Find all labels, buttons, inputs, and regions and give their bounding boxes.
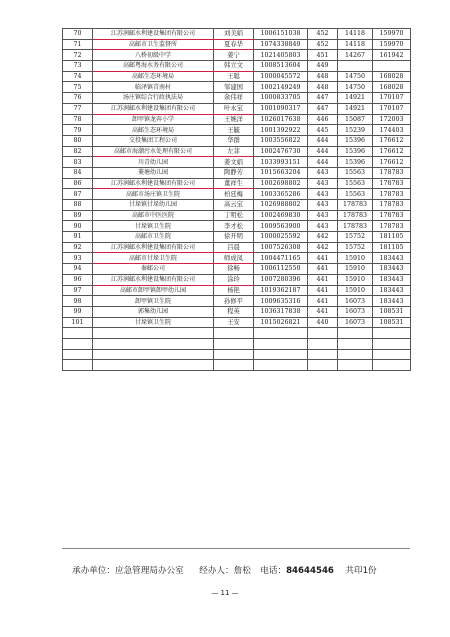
cell-unit-name: 高邮市卫生监督所 (93, 39, 214, 50)
cell-person-name: 王安 (214, 317, 254, 328)
table-row (63, 317, 411, 328)
cell-id-number: 1026988802 (254, 200, 308, 211)
cell-score: 448 (308, 82, 338, 93)
cell-rank: 178783 (338, 200, 373, 211)
cell-person-name: 夏春华 (214, 39, 254, 50)
table-row (63, 242, 411, 253)
cell-rank: 16073 (338, 317, 373, 328)
cell-score: 452 (308, 39, 338, 50)
cell-total: 108531 (373, 306, 411, 317)
cell-empty (63, 328, 93, 339)
cell-id-number: 1009635316 (254, 296, 308, 307)
cell-total: 170107 (373, 93, 411, 104)
cell-row-number: 97 (63, 285, 93, 296)
cell-person-name: 徐开明 (214, 232, 254, 243)
table-row (63, 125, 411, 136)
table-row (63, 39, 411, 50)
cell-person-name: 徐畅 (214, 264, 254, 275)
cell-rank: 15910 (338, 264, 373, 275)
cell-empty (93, 338, 214, 349)
cell-person-name: 吕晨 (214, 242, 254, 253)
cell-rank: 15239 (338, 125, 373, 136)
cell-unit-name: 甘垛镇卫生院 (93, 221, 214, 232)
cell-score: 443 (308, 210, 338, 221)
cell-score: 452 (308, 29, 338, 40)
cell-rank: 15087 (338, 114, 373, 125)
cell-person-name: 柏廷梅 (214, 189, 254, 200)
phone-value: 84644546 (286, 566, 334, 576)
cell-empty (63, 360, 93, 371)
cell-empty (373, 349, 411, 360)
table-row (63, 221, 411, 232)
page-number: — 11 — (211, 589, 239, 597)
cell-total: 159970 (373, 39, 411, 50)
handler-value: 詹松 (233, 566, 251, 576)
cell-row-number: 94 (63, 264, 93, 275)
table-row (63, 146, 411, 157)
cell-row-number: 80 (63, 135, 93, 146)
ranking-table-body (63, 29, 411, 371)
cell-id-number: 1000045572 (254, 71, 308, 82)
cell-total: 172003 (373, 114, 411, 125)
cell-person-name: 丁明松 (214, 210, 254, 221)
cell-id-number: 1003556822 (254, 135, 308, 146)
cell-person-name: 韩立文 (214, 61, 254, 72)
cell-person-name: 陶静芳 (214, 167, 254, 178)
cell-score: 443 (308, 200, 338, 211)
table-row (63, 135, 411, 146)
cell-id-number: 1026017638 (254, 114, 308, 125)
cell-id-number: 1033993151 (254, 157, 308, 168)
cell-id-number: 1036317838 (254, 306, 308, 317)
cell-empty (214, 360, 254, 371)
cell-row-number: 101 (63, 317, 93, 328)
cell-score: 440 (308, 317, 338, 328)
cell-empty (254, 360, 308, 371)
cell-id-number: 1007280396 (254, 274, 308, 285)
cell-row-number: 75 (63, 82, 93, 93)
cell-rank: 16073 (338, 296, 373, 307)
table-row (63, 232, 411, 243)
cell-score: 441 (308, 274, 338, 285)
cell-empty (338, 338, 373, 349)
cell-person-name: 叶永宝 (214, 103, 254, 114)
cell-score: 447 (308, 93, 338, 104)
cell-unit-name: 江苏润邮水利建设集团有限公司 (93, 242, 214, 253)
cell-score: 451 (308, 50, 338, 61)
cell-score: 444 (308, 157, 338, 168)
cell-unit-name: 高邮市汤庄镇卫生院 (93, 189, 214, 200)
cell-empty (308, 328, 338, 339)
table-row-empty (63, 338, 411, 349)
cell-id-number: 1000833705 (254, 93, 308, 104)
cell-empty (214, 349, 254, 360)
cell-empty (373, 360, 411, 371)
cell-rank: 15396 (338, 146, 373, 157)
table-row (63, 71, 411, 82)
cell-total: 178783 (373, 189, 411, 200)
cell-row-number: 71 (63, 39, 93, 50)
cell-person-name: 高云宝 (214, 200, 254, 211)
cell-total: 170107 (373, 103, 411, 114)
cell-unit-name: 高邮生态环境局 (93, 71, 214, 82)
cell-score: 441 (308, 264, 338, 275)
cell-total: 183443 (373, 296, 411, 307)
cell-id-number: 1006151038 (254, 29, 308, 40)
cell-row-number: 76 (63, 93, 93, 104)
cell-row-number: 83 (63, 157, 93, 168)
cell-total: 168028 (373, 71, 411, 82)
cell-row-number: 74 (63, 71, 93, 82)
table-row (63, 103, 411, 114)
cell-row-number: 84 (63, 167, 93, 178)
cell-empty (93, 360, 214, 371)
cell-score: 444 (308, 135, 338, 146)
cell-row-number: 88 (63, 200, 93, 211)
cell-person-name: 余伟祥 (214, 93, 254, 104)
cell-row-number: 99 (63, 306, 93, 317)
cell-person-name: 王婉洋 (214, 114, 254, 125)
cell-row-number: 92 (63, 242, 93, 253)
cell-rank: 178783 (338, 210, 373, 221)
handler-label: 经办人： (199, 566, 234, 576)
cell-person-name: 姜文娟 (214, 157, 254, 168)
cell-row-number: 93 (63, 253, 93, 264)
cell-person-name: 王聪 (214, 71, 254, 82)
cell-unit-name: 菱塘幼儿园 (93, 167, 214, 178)
table-row (63, 61, 411, 72)
cell-empty (93, 349, 214, 360)
cell-unit-name: 高邮市甘垛卫生院 (93, 253, 214, 264)
cell-rank: 14118 (338, 39, 373, 50)
organizer-value: 应急管理局办公室 (114, 566, 184, 576)
cell-person-name: 董祥生 (214, 178, 254, 189)
cell-score: 444 (308, 146, 338, 157)
document-footer (72, 564, 422, 576)
cell-row-number: 77 (63, 103, 93, 114)
table-row (63, 264, 411, 275)
cell-score: 443 (308, 167, 338, 178)
cell-person-name: 杨艳 (214, 285, 254, 296)
cell-id-number: 1007526308 (254, 242, 308, 253)
cell-id-number: 1000025592 (254, 232, 308, 243)
cell-id-number: 1074338849 (254, 39, 308, 50)
cell-total: 178783 (373, 178, 411, 189)
cell-rank: 14921 (338, 103, 373, 114)
cell-empty (338, 328, 373, 339)
cell-id-number: 1009563900 (254, 221, 308, 232)
cell-person-name: 涂玲 (214, 274, 254, 285)
cell-row-number: 73 (63, 61, 93, 72)
cell-total: 178783 (373, 167, 411, 178)
cell-score: 441 (308, 296, 338, 307)
table-row (63, 189, 411, 200)
table-row (63, 210, 411, 221)
cell-unit-name: 高邮市中医医院 (93, 210, 214, 221)
table-row (63, 114, 411, 125)
cell-id-number: 1002476730 (254, 146, 308, 157)
cell-rank: 15396 (338, 157, 373, 168)
cell-id-number: 1015663204 (254, 167, 308, 178)
cell-id-number: 1002469830 (254, 210, 308, 221)
cell-id-number: 1006112550 (254, 264, 308, 275)
table-row (63, 29, 411, 40)
cell-empty (373, 338, 411, 349)
table-row (63, 253, 411, 264)
copies-note: 共印1份 (345, 566, 377, 576)
table-row (63, 167, 411, 178)
cell-total: 178783 (373, 221, 411, 232)
cell-row-number: 86 (63, 178, 93, 189)
cell-unit-name: 江苏润邮水利建设集团有限公司 (93, 103, 214, 114)
cell-rank: 15563 (338, 178, 373, 189)
cell-rank: 15563 (338, 167, 373, 178)
table-row-empty (63, 328, 411, 339)
cell-score: 441 (308, 306, 338, 317)
cell-person-name: 华群 (214, 135, 254, 146)
cell-rank: 15910 (338, 285, 373, 296)
cell-total: 181105 (373, 232, 411, 243)
cell-row-number: 82 (63, 146, 93, 157)
cell-score: 443 (308, 178, 338, 189)
cell-rank: 14267 (338, 50, 373, 61)
cell-rank: 15563 (338, 189, 373, 200)
table-row (63, 82, 411, 93)
cell-unit-name: 高邮粤海水务有限公司 (93, 61, 214, 72)
cell-empty (254, 328, 308, 339)
cell-empty (338, 360, 373, 371)
cell-row-number: 78 (63, 114, 93, 125)
table-row (63, 274, 411, 285)
cell-id-number: 1015026821 (254, 317, 308, 328)
cell-unit-name: 秦邮公司 (93, 264, 214, 275)
cell-total: 108531 (373, 317, 411, 328)
cell-empty (254, 338, 308, 349)
table-row (63, 296, 411, 307)
cell-total: 161942 (373, 50, 411, 61)
footer-rule (62, 548, 410, 549)
cell-total: 176612 (373, 146, 411, 157)
cell-score: 441 (308, 253, 338, 264)
cell-unit-name: 高邮生态环境局 (93, 125, 214, 136)
cell-empty (338, 349, 373, 360)
cell-person-name: 左菲 (214, 146, 254, 157)
cell-id-number: 1003365286 (254, 189, 308, 200)
cell-person-name: 姜宁 (214, 50, 254, 61)
cell-empty (63, 349, 93, 360)
cell-id-number: 1021405803 (254, 50, 308, 61)
cell-id-number: 1002698802 (254, 178, 308, 189)
table-row (63, 93, 411, 104)
table-row (63, 200, 411, 211)
organizer-label: 承办单位： (72, 566, 115, 576)
cell-total: 183443 (373, 253, 411, 264)
cell-id-number: 1004471165 (254, 253, 308, 264)
cell-unit-name: 江苏润邮水利建设集团有限公司 (93, 274, 214, 285)
cell-row-number: 72 (63, 50, 93, 61)
cell-score: 443 (308, 221, 338, 232)
cell-rank: 16073 (338, 306, 373, 317)
cell-empty (93, 328, 214, 339)
cell-unit-name: 高邮市海潮污水处理有限公司 (93, 146, 214, 157)
cell-total: 183443 (373, 285, 411, 296)
cell-score: 448 (308, 71, 338, 82)
cell-unit-name: 甘垛镇卫生院 (93, 317, 214, 328)
cell-total: 178783 (373, 200, 411, 211)
cell-rank (338, 61, 373, 72)
cell-id-number: 1001090317 (254, 103, 308, 114)
table-row (63, 306, 411, 317)
cell-total: 178783 (373, 210, 411, 221)
cell-rank: 15910 (338, 274, 373, 285)
cell-total: 176612 (373, 157, 411, 168)
cell-unit-name: 八桥初级中学 (93, 50, 214, 61)
cell-id-number: 1001392922 (254, 125, 308, 136)
cell-row-number: 79 (63, 125, 93, 136)
cell-empty (308, 349, 338, 360)
cell-rank: 14921 (338, 93, 373, 104)
cell-person-name: 王毓 (214, 125, 254, 136)
cell-empty (63, 338, 93, 349)
cell-total: 183443 (373, 264, 411, 275)
cell-unit-name: 临泽镇青南村 (93, 82, 214, 93)
cell-total: 183443 (373, 274, 411, 285)
table-row (63, 178, 411, 189)
cell-rank: 14750 (338, 71, 373, 82)
cell-score: 442 (308, 232, 338, 243)
cell-total: 181105 (373, 242, 411, 253)
table-row (63, 50, 411, 61)
cell-row-number: 91 (63, 232, 93, 243)
cell-rank: 14750 (338, 82, 373, 93)
ranking-table (62, 28, 411, 371)
cell-total (373, 61, 411, 72)
cell-empty (308, 360, 338, 371)
cell-score: 442 (308, 242, 338, 253)
cell-row-number: 89 (63, 210, 93, 221)
cell-row-number: 96 (63, 274, 93, 285)
cell-unit-name: 郭集幼儿园 (93, 306, 214, 317)
cell-score: 446 (308, 114, 338, 125)
cell-rank: 178783 (338, 221, 373, 232)
table-row (63, 285, 411, 296)
cell-score: 449 (308, 61, 338, 72)
cell-rank: 15910 (338, 253, 373, 264)
cell-person-name: 孙修平 (214, 296, 254, 307)
table-row-empty (63, 349, 411, 360)
cell-id-number: 1008513604 (254, 61, 308, 72)
cell-score: 445 (308, 125, 338, 136)
cell-id-number: 1019362187 (254, 285, 308, 296)
cell-person-name: 邹建国 (214, 82, 254, 93)
cell-total: 168028 (373, 82, 411, 93)
cell-total: 174403 (373, 125, 411, 136)
cell-unit-name: 江苏润邮水利建设集团有限公司 (93, 178, 214, 189)
cell-empty (214, 328, 254, 339)
cell-score: 443 (308, 189, 338, 200)
cell-empty (214, 338, 254, 349)
cell-person-name: 刘美娟 (214, 29, 254, 40)
cell-person-name: 师成凤 (214, 253, 254, 264)
cell-unit-name: 高邮市卸甲镇卸甲幼儿园 (93, 285, 214, 296)
cell-score: 447 (308, 103, 338, 114)
cell-row-number: 87 (63, 189, 93, 200)
cell-rank: 14118 (338, 29, 373, 40)
cell-rank: 15752 (338, 242, 373, 253)
cell-row-number: 90 (63, 221, 93, 232)
cell-row-number: 70 (63, 29, 93, 40)
cell-person-name: 李才松 (214, 221, 254, 232)
cell-rank: 15396 (338, 135, 373, 146)
cell-rank: 15752 (338, 232, 373, 243)
cell-empty (254, 349, 308, 360)
cell-unit-name: 川青幼儿园 (93, 157, 214, 168)
phone-label: 电话： (260, 566, 287, 576)
cell-unit-name: 江苏润邮水利建设集团有限公司 (93, 29, 214, 40)
cell-empty (308, 338, 338, 349)
cell-person-name: 程英 (214, 306, 254, 317)
cell-unit-name: 卸甲镇卫生院 (93, 296, 214, 307)
cell-id-number: 1002149249 (254, 82, 308, 93)
table-row-empty (63, 360, 411, 371)
cell-total: 176612 (373, 135, 411, 146)
cell-unit-name: 甘垛镇甘垛幼儿园 (93, 200, 214, 211)
cell-unit-name: 汤庄镇综合行政执法局 (93, 93, 214, 104)
cell-row-number: 98 (63, 296, 93, 307)
cell-total: 159970 (373, 29, 411, 40)
cell-score: 441 (308, 285, 338, 296)
cell-unit-name: 交投集团工程公司 (93, 135, 214, 146)
table-row (63, 157, 411, 168)
cell-empty (373, 328, 411, 339)
cell-unit-name: 高邮市卫生院 (93, 232, 214, 243)
cell-unit-name: 卸甲镇龙奔小学 (93, 114, 214, 125)
